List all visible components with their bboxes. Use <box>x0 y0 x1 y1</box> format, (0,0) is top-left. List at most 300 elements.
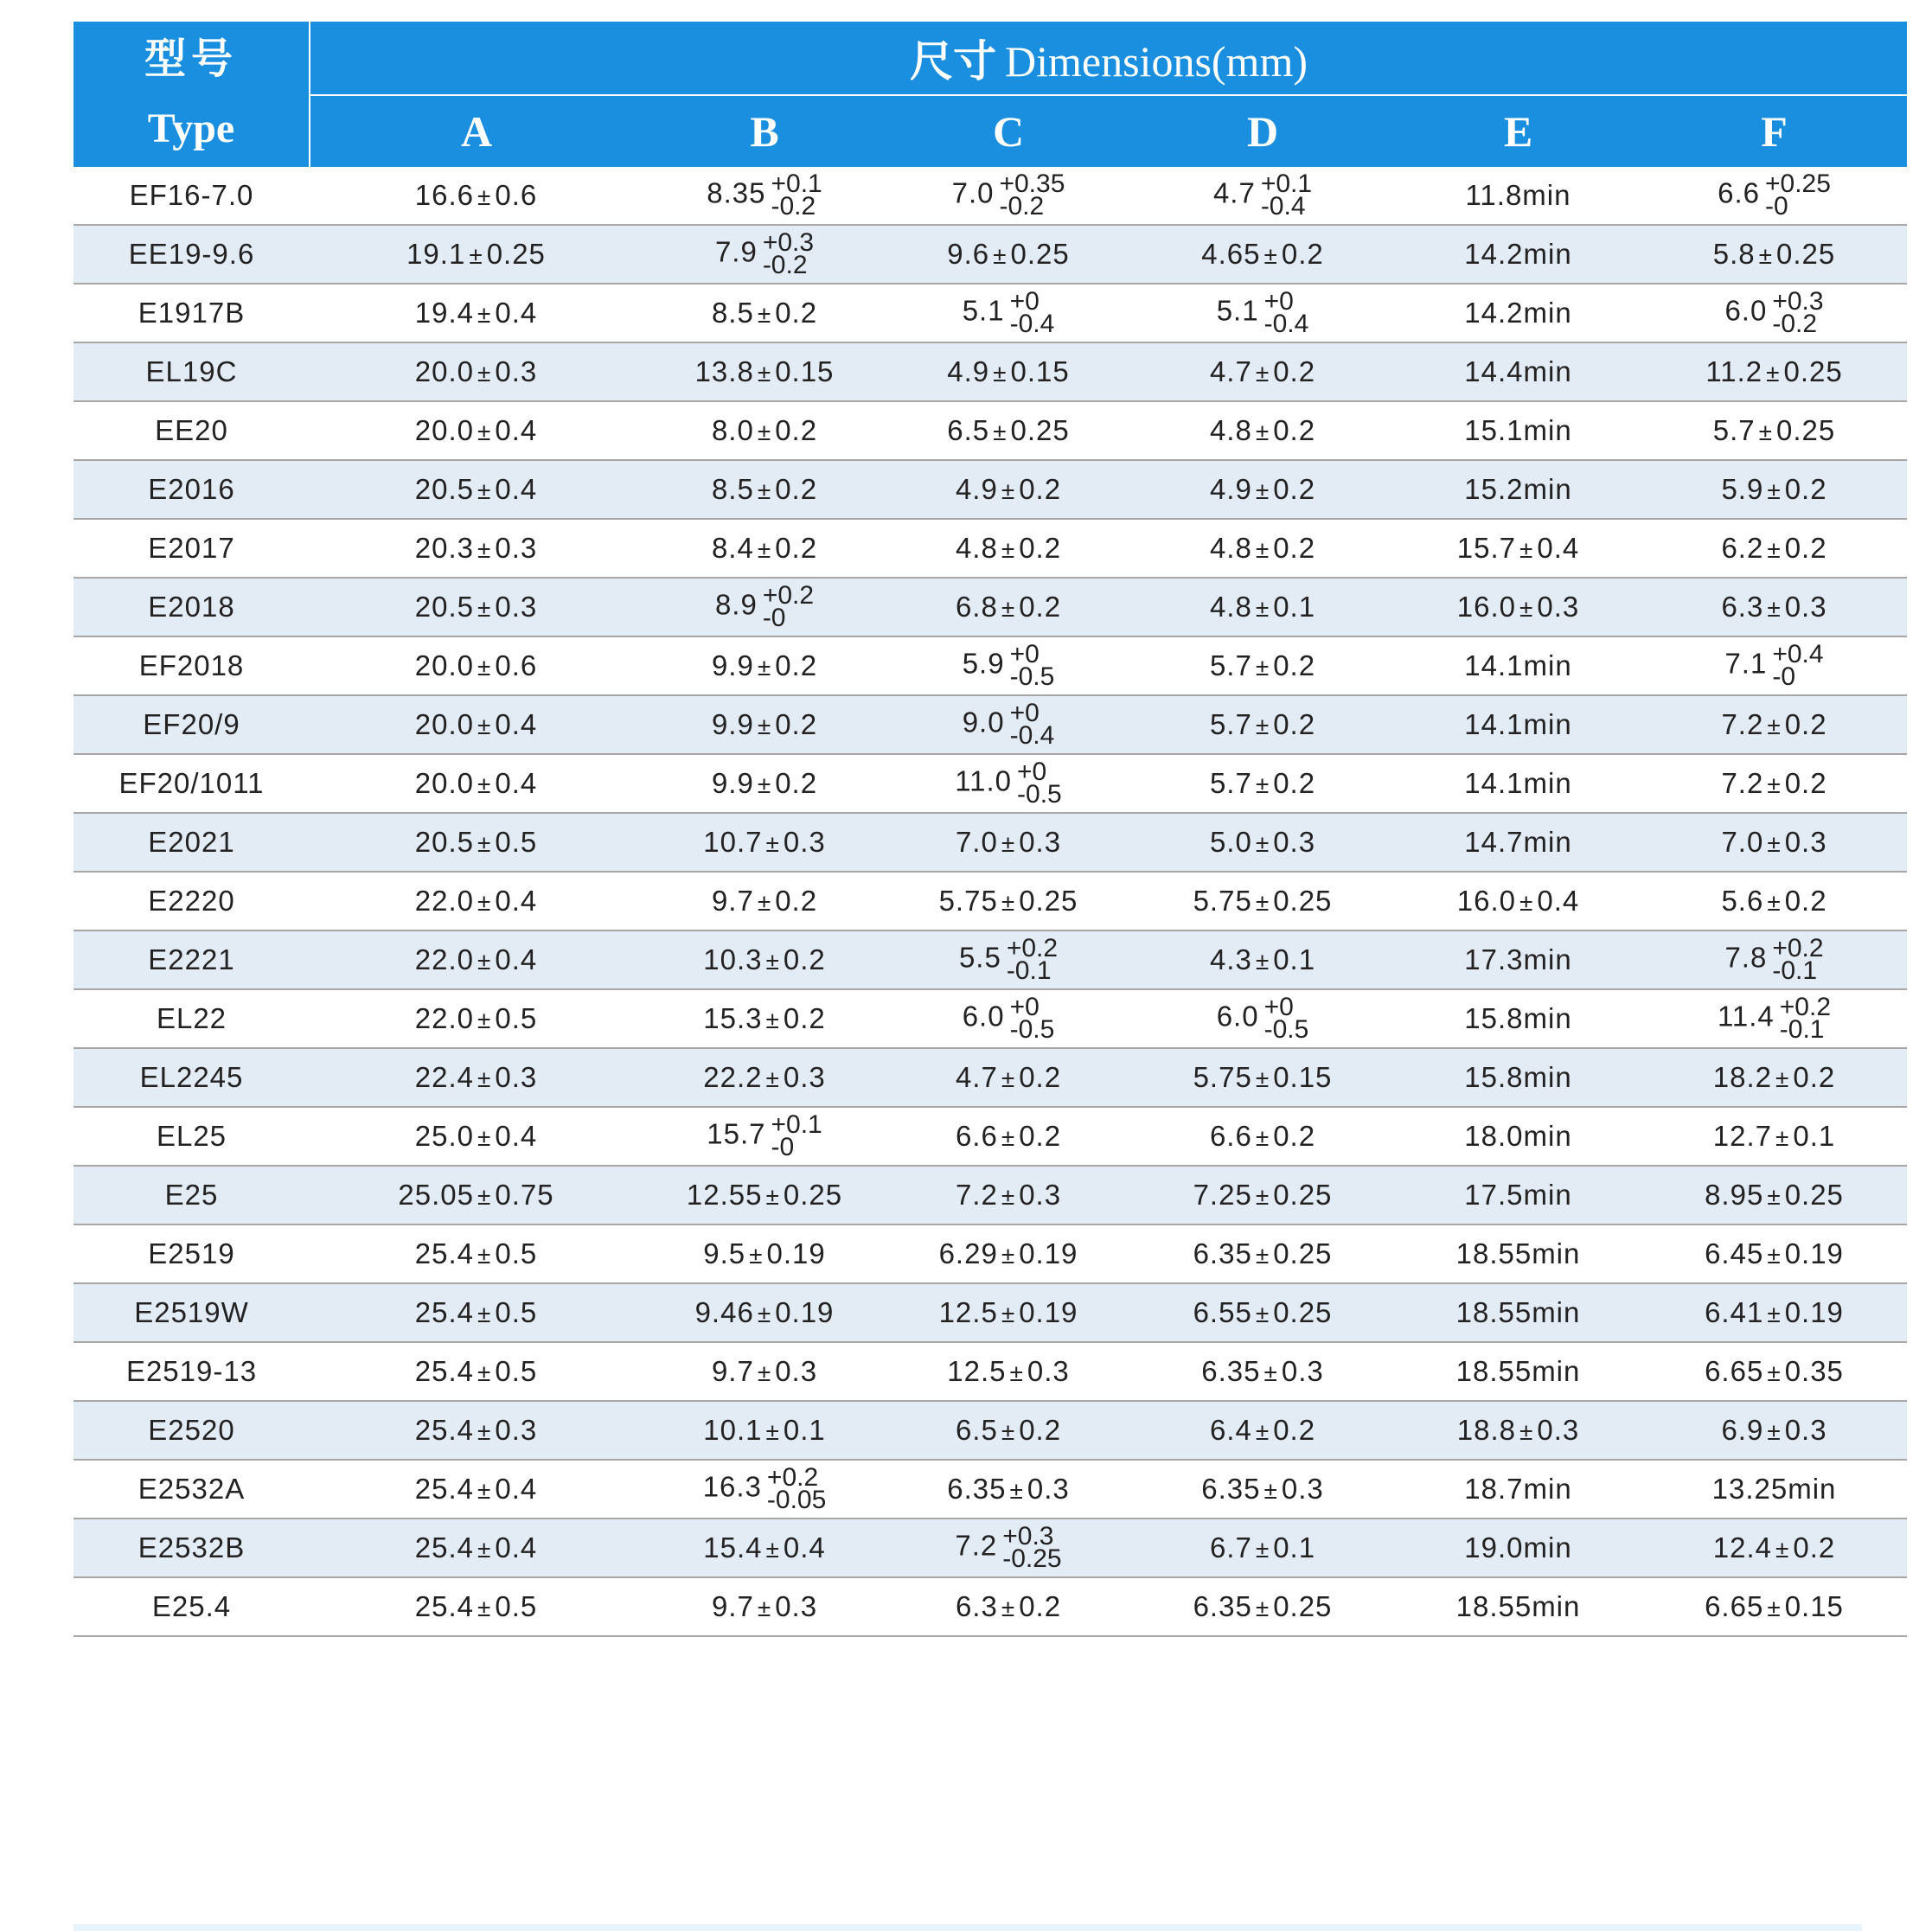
tolerance-value: 0.2 <box>783 1002 826 1034</box>
tolerance-value: 0.2 <box>1784 708 1827 740</box>
dimension-cell-d <box>1130 578 1395 636</box>
plus-minus-symbol: ± <box>477 1183 492 1210</box>
asymmetric-tolerance <box>1772 640 1824 691</box>
asymmetric-tolerance <box>1009 993 1055 1044</box>
dimension-cell-d <box>1130 813 1395 872</box>
asymmetric-tolerance <box>771 1110 822 1161</box>
nominal-value: 5.1 <box>1216 294 1259 327</box>
dimension-cell-e <box>1395 401 1641 460</box>
dimension-cell-d <box>1130 872 1395 930</box>
dimension-cell-d <box>1130 342 1395 401</box>
plus-minus-symbol: ± <box>1255 654 1270 681</box>
asymmetric-tolerance <box>1263 993 1309 1044</box>
plus-minus-symbol: ± <box>1255 1065 1270 1092</box>
table-row <box>74 1401 1907 1460</box>
nominal-value: 6.2 <box>1721 532 1764 564</box>
tolerance-value: 0.15 <box>1273 1061 1333 1093</box>
nominal-value: 4.8 <box>1209 591 1252 623</box>
dimension-cell-c <box>886 1577 1130 1636</box>
plus-minus-symbol: ± <box>1255 595 1270 622</box>
upper-tolerance: +0.35 <box>999 169 1065 198</box>
plus-minus-symbol: ± <box>477 1242 492 1269</box>
nominal-value: 9.0 <box>962 706 1005 739</box>
nominal-value: 7.2 <box>955 1179 998 1211</box>
nominal-value: 16.3 <box>702 1470 762 1503</box>
dimension-cell-a <box>310 1048 643 1107</box>
tolerance-value: 0.4 <box>495 1531 538 1563</box>
nominal-value: 14.1min <box>1464 649 1572 681</box>
dimension-cell-f <box>1641 1519 1907 1577</box>
type-cell: E25.4 <box>74 1577 310 1636</box>
nominal-value: 8.4 <box>711 532 754 564</box>
type-cell: EL2245 <box>74 1048 310 1107</box>
nominal-value: 6.35 <box>947 1473 1007 1505</box>
plus-minus-symbol: ± <box>1767 889 1782 916</box>
tolerance-value: 0.25 <box>1776 238 1836 270</box>
nominal-value: 7.2 <box>1721 708 1764 740</box>
dimension-cell-c <box>886 930 1130 989</box>
type-cell: E2519-13 <box>74 1342 310 1401</box>
tolerance-value: 0.19 <box>766 1237 826 1269</box>
nominal-value: 8.5 <box>711 297 754 329</box>
plus-minus-symbol: ± <box>1001 1124 1016 1151</box>
dimension-cell-b <box>643 401 886 460</box>
tolerance-value: 0.25 <box>1273 885 1333 917</box>
tolerance-value: 0.3 <box>495 1061 538 1093</box>
tolerance-value: 0.1 <box>1273 943 1316 975</box>
nominal-value: 6.29 <box>938 1237 998 1269</box>
nominal-value: 20.5 <box>414 591 474 623</box>
tolerance-value: 0.2 <box>775 885 818 917</box>
nominal-value: 4.65 <box>1201 238 1261 270</box>
plus-minus-symbol: ± <box>1775 1124 1790 1151</box>
lower-tolerance: -0.4 <box>1009 310 1055 338</box>
dimension-cell-b <box>643 1166 886 1224</box>
tolerance-value: 0.25 <box>1010 238 1070 270</box>
upper-tolerance: +0.4 <box>1772 640 1824 668</box>
plus-minus-symbol: ± <box>757 536 772 563</box>
plus-minus-symbol: ± <box>477 1007 492 1033</box>
tolerance-value: 0.25 <box>1010 414 1070 446</box>
dimension-cell-c <box>886 167 1130 225</box>
table-row <box>74 1342 1907 1401</box>
nominal-value: 22.2 <box>703 1061 763 1093</box>
dimension-cell-d <box>1130 1519 1395 1577</box>
nominal-value: 20.5 <box>414 473 474 505</box>
tolerance-value: 0.2 <box>1019 532 1062 564</box>
tolerance-value: 0.25 <box>1019 885 1078 917</box>
plus-minus-symbol: ± <box>1255 419 1270 445</box>
nominal-value: 5.7 <box>1712 414 1756 446</box>
asymmetric-tolerance <box>766 1463 827 1514</box>
upper-tolerance: +0.2 <box>762 581 815 610</box>
dimension-cell-f <box>1641 1401 1907 1460</box>
tolerance-value: 0.2 <box>1273 649 1316 681</box>
type-cell: EL25 <box>74 1107 310 1166</box>
plus-minus-symbol: ± <box>1519 595 1534 622</box>
nominal-value: 17.3min <box>1464 943 1572 975</box>
dimension-cell-d <box>1130 1166 1395 1224</box>
column-header-d: D <box>1130 95 1395 167</box>
nominal-value: 20.5 <box>414 826 474 858</box>
tolerance-value: 0.3 <box>1784 1414 1827 1446</box>
lower-tolerance: -0 <box>1772 662 1796 691</box>
type-cell: E2519W <box>74 1283 310 1342</box>
nominal-value: 25.4 <box>414 1590 474 1622</box>
dimension-cell-e <box>1395 1166 1641 1224</box>
dimension-cell-d <box>1130 519 1395 578</box>
asymmetric-tolerance <box>1260 169 1313 221</box>
dimension-cell-b <box>643 1577 886 1636</box>
plus-minus-symbol: ± <box>1519 889 1534 916</box>
nominal-value: 6.0 <box>962 1000 1005 1033</box>
nominal-value: 13.8 <box>694 355 754 387</box>
dimension-cell-d <box>1130 1577 1395 1636</box>
plus-minus-symbol: ± <box>1767 536 1782 563</box>
tolerance-value: 0.35 <box>1784 1355 1844 1387</box>
tolerance-value: 0.19 <box>775 1296 835 1328</box>
upper-tolerance: +0.2 <box>1006 934 1059 962</box>
tolerance-value: 0.19 <box>1019 1296 1078 1328</box>
tolerance-value: 0.3 <box>1027 1355 1070 1387</box>
column-header-e: E <box>1395 95 1641 167</box>
dimension-cell-f <box>1641 342 1907 401</box>
type-cell: E2017 <box>74 519 310 578</box>
dimension-cell-a <box>310 1577 643 1636</box>
type-header <box>74 22 310 167</box>
plus-minus-symbol: ± <box>1767 830 1782 857</box>
lower-tolerance: -0 <box>762 604 786 632</box>
dimension-cell-c <box>886 872 1130 930</box>
nominal-value: 5.75 <box>1193 1061 1252 1093</box>
plus-minus-symbol: ± <box>477 948 492 975</box>
nominal-value: 9.7 <box>711 885 754 917</box>
plus-minus-symbol: ± <box>469 242 483 269</box>
type-cell: EF16-7.0 <box>74 167 310 225</box>
plus-minus-symbol: ± <box>765 1183 780 1210</box>
dimension-cell-b <box>643 1224 886 1283</box>
table-row <box>74 636 1907 695</box>
nominal-value: 18.2 <box>1712 1061 1772 1093</box>
tolerance-value: 0.25 <box>1776 414 1836 446</box>
tolerance-value: 0.3 <box>775 1590 818 1622</box>
tolerance-value: 0.2 <box>1273 414 1316 446</box>
tolerance-value: 0.25 <box>1273 1237 1333 1269</box>
plus-minus-symbol: ± <box>477 654 492 681</box>
dimension-cell-b <box>643 872 886 930</box>
type-cell: E2532B <box>74 1519 310 1577</box>
lower-tolerance: -0.5 <box>1017 780 1062 809</box>
dimension-cell-a <box>310 578 643 636</box>
tolerance-value: 0.2 <box>1273 532 1316 564</box>
dimension-cell-a <box>310 1283 643 1342</box>
dimension-cell-e <box>1395 167 1641 225</box>
plus-minus-symbol: ± <box>477 477 492 504</box>
upper-tolerance: +0.25 <box>1764 169 1831 198</box>
tolerance-value: 0.2 <box>1273 767 1316 799</box>
nominal-value: 9.7 <box>711 1355 754 1387</box>
dimension-cell-d <box>1130 167 1395 225</box>
plus-minus-symbol: ± <box>757 360 772 387</box>
tolerance-value: 0.2 <box>1019 591 1062 623</box>
tolerance-value: 0.4 <box>495 767 538 799</box>
type-cell: EL19C <box>74 342 310 401</box>
dimension-cell-d <box>1130 695 1395 754</box>
dimension-cell-f <box>1641 695 1907 754</box>
type-cell: EF2018 <box>74 636 310 695</box>
nominal-value: 4.9 <box>1209 473 1252 505</box>
plus-minus-symbol: ± <box>1766 360 1781 387</box>
dimension-cell-a <box>310 930 643 989</box>
asymmetric-tolerance <box>1006 934 1059 985</box>
nominal-value: 6.0 <box>1216 1000 1259 1033</box>
type-header-en: Type <box>147 106 235 151</box>
lower-tolerance: -0.2 <box>771 192 816 221</box>
tolerance-value: 0.4 <box>495 1120 538 1152</box>
plus-minus-symbol: ± <box>1255 536 1270 563</box>
upper-tolerance: +0 <box>1009 640 1040 668</box>
tolerance-value: 0.5 <box>495 1237 538 1269</box>
nominal-value: 22.0 <box>414 885 474 917</box>
upper-tolerance: +0 <box>1009 287 1040 316</box>
nominal-value: 12.7 <box>1712 1120 1772 1152</box>
tolerance-value: 0.1 <box>783 1414 826 1446</box>
dimension-cell-c <box>886 1460 1130 1519</box>
tolerance-value: 0.3 <box>775 1355 818 1387</box>
nominal-value: 15.7 <box>707 1117 766 1150</box>
type-cell: EE20 <box>74 401 310 460</box>
plus-minus-symbol: ± <box>757 1301 772 1327</box>
plus-minus-symbol: ± <box>477 1536 492 1563</box>
nominal-value: 18.55min <box>1455 1355 1581 1387</box>
tolerance-value: 0.3 <box>495 355 538 387</box>
plus-minus-symbol: ± <box>757 654 772 681</box>
dimension-cell-f <box>1641 1166 1907 1224</box>
nominal-value: 5.9 <box>962 647 1005 680</box>
table-row <box>74 1460 1907 1519</box>
plus-minus-symbol: ± <box>1255 1536 1270 1563</box>
nominal-value: 5.75 <box>938 885 998 917</box>
type-cell: EL22 <box>74 989 310 1048</box>
dimension-cell-f <box>1641 401 1907 460</box>
tolerance-value: 0.5 <box>495 1590 538 1622</box>
dimension-cell-f <box>1641 578 1907 636</box>
plus-minus-symbol: ± <box>1775 1536 1790 1563</box>
dimension-cell-d <box>1130 1107 1395 1166</box>
tolerance-value: 0.3 <box>1537 591 1580 623</box>
dimension-cell-a <box>310 1460 643 1519</box>
nominal-value: 25.05 <box>398 1179 474 1211</box>
tolerance-value: 0.2 <box>1273 708 1316 740</box>
dimension-cell-f <box>1641 167 1907 225</box>
dimension-cell-f <box>1641 225 1907 284</box>
dimension-cell-e <box>1395 695 1641 754</box>
nominal-value: 7.0 <box>955 826 998 858</box>
dimension-cell-b <box>643 578 886 636</box>
nominal-value: 6.65 <box>1705 1590 1764 1622</box>
dimension-cell-b <box>643 284 886 342</box>
plus-minus-symbol: ± <box>1255 771 1270 798</box>
asymmetric-tolerance <box>1009 287 1055 338</box>
tolerance-value: 0.2 <box>775 414 818 446</box>
nominal-value: 11.2 <box>1705 355 1763 387</box>
asymmetric-tolerance <box>1772 287 1824 338</box>
nominal-value: 11.0 <box>955 764 1013 797</box>
plus-minus-symbol: ± <box>477 1359 492 1386</box>
tolerance-value: 0.3 <box>1019 826 1062 858</box>
dimension-cell-c <box>886 1401 1130 1460</box>
dimension-cell-b <box>643 1283 886 1342</box>
dimension-cell-f <box>1641 519 1907 578</box>
tolerance-value: 0.4 <box>1537 532 1580 564</box>
dimension-cell-c <box>886 578 1130 636</box>
dimension-cell-d <box>1130 225 1395 284</box>
table-row <box>74 989 1907 1048</box>
tolerance-value: 0.2 <box>775 708 818 740</box>
tolerance-value: 0.3 <box>1537 1414 1580 1446</box>
nominal-value: 25.4 <box>414 1414 474 1446</box>
nominal-value: 22.0 <box>414 1002 474 1034</box>
nominal-value: 7.0 <box>951 176 995 209</box>
nominal-value: 8.35 <box>707 176 766 209</box>
table-row <box>74 578 1907 636</box>
nominal-value: 16.6 <box>414 179 474 211</box>
lower-tolerance: -0.2 <box>762 251 808 279</box>
dimension-cell-e <box>1395 754 1641 813</box>
plus-minus-symbol: ± <box>1767 771 1782 798</box>
plus-minus-symbol: ± <box>477 360 492 387</box>
plus-minus-symbol: ± <box>477 595 492 622</box>
type-cell: E1917B <box>74 284 310 342</box>
plus-minus-symbol: ± <box>1009 1359 1024 1386</box>
dimension-cell-e <box>1395 342 1641 401</box>
nominal-value: 6.5 <box>947 414 990 446</box>
column-header-a: A <box>310 95 643 167</box>
dimension-cell-d <box>1130 1401 1395 1460</box>
tolerance-value: 0.4 <box>783 1531 826 1563</box>
nominal-value: 20.0 <box>414 355 474 387</box>
tolerance-value: 0.6 <box>495 649 538 681</box>
tolerance-value: 0.2 <box>775 767 818 799</box>
plus-minus-symbol: ± <box>477 1595 492 1621</box>
tolerance-value: 0.25 <box>1273 1296 1333 1328</box>
plus-minus-symbol: ± <box>1001 830 1016 857</box>
plus-minus-symbol: ± <box>1767 477 1782 504</box>
dimension-cell-c <box>886 342 1130 401</box>
tolerance-value: 0.25 <box>783 1179 843 1211</box>
dimension-cell-e <box>1395 1224 1641 1283</box>
nominal-value: 4.8 <box>955 532 998 564</box>
dimension-cell-c <box>886 695 1130 754</box>
asymmetric-tolerance <box>762 581 815 632</box>
type-cell: E2221 <box>74 930 310 989</box>
plus-minus-symbol: ± <box>477 1301 492 1327</box>
tolerance-value: 0.3 <box>783 826 826 858</box>
nominal-value: 6.45 <box>1705 1237 1764 1269</box>
tolerance-value: 0.2 <box>1273 355 1316 387</box>
nominal-value: 10.7 <box>703 826 763 858</box>
plus-minus-symbol: ± <box>1767 595 1782 622</box>
table-row <box>74 167 1907 225</box>
nominal-value: 6.4 <box>1209 1414 1252 1446</box>
nominal-value: 4.3 <box>1209 943 1252 975</box>
plus-minus-symbol: ± <box>1255 1242 1270 1269</box>
plus-minus-symbol: ± <box>757 771 772 798</box>
nominal-value: 9.9 <box>711 649 754 681</box>
plus-minus-symbol: ± <box>757 889 772 916</box>
nominal-value: 7.2 <box>1721 767 1764 799</box>
plus-minus-symbol: ± <box>1255 948 1270 975</box>
plus-minus-symbol: ± <box>1758 242 1774 269</box>
lower-tolerance: -0.1 <box>1772 956 1818 985</box>
plus-minus-symbol: ± <box>993 419 1008 445</box>
type-cell: E25 <box>74 1166 310 1224</box>
upper-tolerance: +0.2 <box>766 1463 819 1492</box>
dimension-cell-f <box>1641 1577 1907 1636</box>
lower-tolerance: -0.4 <box>1260 192 1306 221</box>
lower-tolerance: -0.1 <box>1006 956 1052 985</box>
tolerance-value: 0.3 <box>495 1414 538 1446</box>
tolerance-value: 0.1 <box>1273 1531 1316 1563</box>
type-cell: E2519 <box>74 1224 310 1283</box>
dimensions-table <box>74 22 1907 1637</box>
table-row <box>74 519 1907 578</box>
nominal-value: 25.4 <box>414 1296 474 1328</box>
table-row <box>74 342 1907 401</box>
plus-minus-symbol: ± <box>993 242 1008 269</box>
dimension-cell-a <box>310 1342 643 1401</box>
dimension-cell-b <box>643 519 886 578</box>
dimension-cell-b <box>643 754 886 813</box>
table-row <box>74 695 1907 754</box>
dimension-cell-a <box>310 754 643 813</box>
plus-minus-symbol: ± <box>765 1418 780 1445</box>
lower-tolerance: -0 <box>1764 192 1788 221</box>
nominal-value: 15.8min <box>1464 1061 1572 1093</box>
table-row <box>74 1577 1907 1636</box>
asymmetric-tolerance <box>1779 993 1832 1044</box>
plus-minus-symbol: ± <box>1255 889 1270 916</box>
tolerance-value: 0.3 <box>1784 591 1827 623</box>
tolerance-value: 0.25 <box>1273 1590 1333 1622</box>
nominal-value: 5.7 <box>1209 708 1252 740</box>
dimension-cell-a <box>310 167 643 225</box>
tolerance-value: 0.2 <box>1784 767 1827 799</box>
dimensions-header <box>310 22 1907 95</box>
dimension-cell-a <box>310 342 643 401</box>
nominal-value: 6.6 <box>1209 1120 1252 1152</box>
nominal-value: 18.0min <box>1464 1120 1572 1152</box>
nominal-value: 20.3 <box>414 532 474 564</box>
nominal-value: 19.4 <box>414 297 474 329</box>
dimension-cell-f <box>1641 1107 1907 1166</box>
dimension-cell-b <box>643 342 886 401</box>
dimension-cell-f <box>1641 1283 1907 1342</box>
nominal-value: 16.0 <box>1456 591 1516 623</box>
nominal-value: 9.9 <box>711 708 754 740</box>
plus-minus-symbol: ± <box>1758 419 1774 445</box>
dimension-cell-e <box>1395 989 1641 1048</box>
nominal-value: 14.2min <box>1464 297 1572 329</box>
type-cell: E2520 <box>74 1401 310 1460</box>
dimension-cell-e <box>1395 813 1641 872</box>
plus-minus-symbol: ± <box>1767 1359 1782 1386</box>
dimension-cell-c <box>886 401 1130 460</box>
tolerance-value: 0.19 <box>1784 1296 1844 1328</box>
dimension-cell-e <box>1395 1519 1641 1577</box>
tolerance-value: 0.2 <box>1019 1590 1062 1622</box>
plus-minus-symbol: ± <box>1001 889 1016 916</box>
